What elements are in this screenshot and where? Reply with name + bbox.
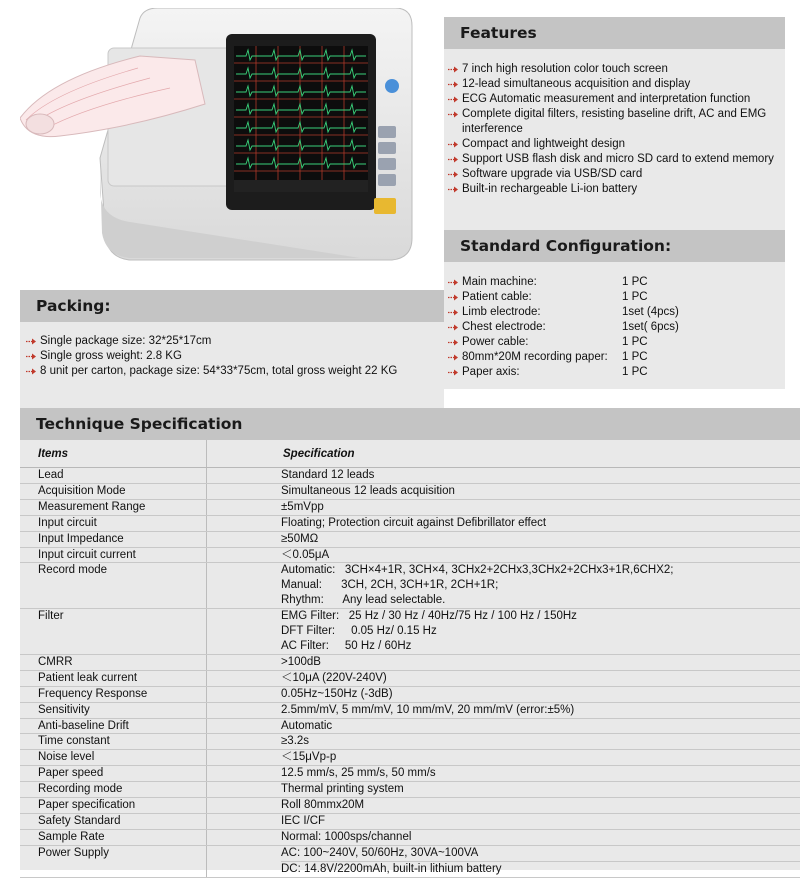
red-arrow-bullet-icon bbox=[448, 156, 458, 163]
list-item-text: Built-in rechargeable Li-ion battery bbox=[462, 183, 638, 195]
table-row bbox=[20, 563, 800, 609]
config-item-qty: 1 PC bbox=[622, 291, 648, 303]
list-item bbox=[446, 167, 792, 182]
red-arrow-bullet-icon bbox=[448, 186, 458, 193]
features-header bbox=[444, 17, 785, 49]
list-item-text: Support USB flash disk and micro SD card to extend memory bbox=[462, 153, 774, 165]
configuration-title: Standard Configuration: bbox=[460, 237, 672, 255]
table-row bbox=[20, 468, 800, 484]
spec-value-line: DC: 14.8V/2200mAh, built-in lithium battery bbox=[281, 861, 800, 877]
red-arrow-bullet-icon bbox=[448, 279, 458, 286]
packing-list bbox=[24, 334, 424, 379]
config-item-name: Limb electrode: bbox=[462, 306, 541, 318]
spec-value-line: EMG Filter: 25 Hz / 30 Hz / 40Hz/75 Hz / 100 Hz / 150Hz bbox=[281, 610, 577, 623]
spec-value-line: DFT Filter: 0.05 Hz/ 0.15 Hz bbox=[281, 625, 437, 638]
spec-value-line: ＜0.05μA bbox=[281, 548, 330, 561]
config-item-name: Paper axis: bbox=[462, 366, 520, 378]
list-item-text: Single package size: 32*25*17cm bbox=[40, 335, 212, 347]
spec-value-line: IEC I/CF bbox=[281, 814, 326, 827]
spec-item-name: Paper specification bbox=[20, 798, 207, 813]
red-arrow-bullet-icon bbox=[448, 369, 458, 376]
config-item bbox=[446, 335, 786, 350]
spec-item-name: Lead bbox=[20, 468, 207, 483]
red-arrow-bullet-icon bbox=[448, 354, 458, 361]
spec-item-value bbox=[207, 687, 800, 702]
spec-value-line: ＜10μA (220V-240V) bbox=[281, 671, 387, 684]
spec-item-name: Time constant bbox=[20, 734, 207, 749]
spec-value-line: Thermal printing system bbox=[281, 783, 404, 796]
table-row bbox=[20, 703, 800, 719]
list-item bbox=[446, 152, 792, 167]
table-row bbox=[20, 814, 800, 830]
list-item-text: Single gross weight: 2.8 KG bbox=[40, 350, 182, 362]
config-item-name: Patient cable: bbox=[462, 291, 532, 303]
spec-item-name: Input Impedance bbox=[20, 532, 207, 547]
spec-item-name: Input circuit current bbox=[20, 548, 207, 563]
list-item-text: ECG Automatic measurement and interpretation function bbox=[462, 93, 751, 105]
table-row bbox=[20, 484, 800, 500]
spec-value-line: Manual: 3CH, 2CH, 3CH+1R, 2CH+1R; bbox=[281, 579, 499, 592]
list-item-text: 8 unit per carton, package size: 54*33*75cm, total gross weight 22 KG bbox=[40, 365, 398, 377]
spec-item-value bbox=[207, 719, 800, 734]
list-item bbox=[24, 349, 424, 364]
table-row bbox=[20, 516, 800, 532]
spec-item-value bbox=[207, 830, 800, 845]
hard-key-1 bbox=[378, 126, 396, 138]
spec-item-value bbox=[207, 500, 800, 515]
spec-item-name: CMRR bbox=[20, 655, 207, 670]
config-item-qty: 1set( 6pcs) bbox=[622, 321, 679, 333]
config-item-name: Main machine: bbox=[462, 276, 537, 288]
spec-title: Technique Specification bbox=[36, 415, 243, 433]
config-item bbox=[446, 290, 786, 305]
spec-value-line: >100dB bbox=[281, 655, 321, 668]
spec-header bbox=[20, 408, 800, 440]
list-item bbox=[24, 364, 424, 379]
table-row bbox=[20, 798, 800, 814]
spec-rows bbox=[20, 468, 800, 878]
red-arrow-bullet-icon bbox=[448, 324, 458, 331]
packing-header bbox=[20, 290, 444, 322]
col-items-header: Items bbox=[20, 440, 207, 467]
red-arrow-bullet-icon bbox=[448, 111, 458, 118]
config-item bbox=[446, 305, 786, 320]
config-item-qty: 1 PC bbox=[622, 276, 648, 288]
list-item-text: Compact and lightweight design bbox=[462, 138, 626, 150]
packing-title: Packing: bbox=[36, 297, 111, 315]
list-item bbox=[446, 77, 792, 92]
spec-item-name: Power Supply bbox=[20, 846, 207, 877]
hard-key-2 bbox=[378, 142, 396, 154]
table-row bbox=[20, 687, 800, 703]
spec-value-line: ≥50MΩ bbox=[281, 532, 319, 545]
table-row bbox=[20, 671, 800, 687]
spec-value-line: AC Filter: 50 Hz / 60Hz bbox=[281, 639, 412, 652]
spec-item-name: Record mode bbox=[20, 563, 207, 608]
red-arrow-bullet-icon bbox=[26, 353, 36, 360]
table-row bbox=[20, 655, 800, 671]
spec-item-value bbox=[207, 846, 800, 877]
config-item-qty: 1 PC bbox=[622, 336, 648, 348]
config-item-name: Chest electrode: bbox=[462, 321, 546, 333]
spec-item-value bbox=[207, 766, 800, 781]
spec-item-name: Sensitivity bbox=[20, 703, 207, 718]
ecg-machine-image bbox=[20, 8, 430, 270]
spec-item-value bbox=[207, 468, 800, 483]
spec-value-line: Floating; Protection circuit against Defibrillator effect bbox=[281, 516, 547, 529]
spec-value-line: Standard 12 leads bbox=[281, 469, 375, 481]
red-arrow-bullet-icon bbox=[26, 338, 36, 345]
list-item bbox=[446, 92, 792, 107]
spec-item-name: Paper speed bbox=[20, 766, 207, 781]
list-item-text: 7 inch high resolution color touch screen bbox=[462, 63, 668, 75]
red-arrow-bullet-icon bbox=[448, 309, 458, 316]
col-spec-header: Specification bbox=[283, 448, 355, 460]
features-title: Features bbox=[460, 24, 537, 42]
table-row bbox=[20, 719, 800, 735]
spec-item-value bbox=[207, 548, 800, 563]
red-arrow-bullet-icon bbox=[448, 171, 458, 178]
config-item-qty: 1set (4pcs) bbox=[622, 306, 679, 318]
list-item bbox=[446, 62, 792, 77]
table-row bbox=[20, 532, 800, 548]
table-row bbox=[20, 830, 800, 846]
spec-item-name: Noise level bbox=[20, 750, 207, 765]
spec-value-line: Automatic: 3CH×4+1R, 3CH×4, 3CHx2+2CHx3,3CHx2+2CHx3+1R,6CHX2; bbox=[281, 564, 674, 577]
spec-item-name: Sample Rate bbox=[20, 830, 207, 845]
config-item bbox=[446, 320, 786, 335]
spec-item-name: Filter bbox=[20, 609, 207, 654]
spec-item-name: Frequency Response bbox=[20, 687, 207, 702]
table-row bbox=[20, 609, 800, 655]
red-arrow-bullet-icon bbox=[448, 81, 458, 88]
spec-item-value bbox=[207, 814, 800, 829]
list-item-text: 12-lead simultaneous acquisition and display bbox=[462, 78, 691, 90]
spec-item-value bbox=[207, 703, 800, 718]
spec-item-value bbox=[207, 484, 800, 499]
spec-item-name: Measurement Range bbox=[20, 500, 207, 515]
list-item bbox=[24, 334, 424, 349]
spec-item-name: Safety Standard bbox=[20, 814, 207, 829]
table-row bbox=[20, 782, 800, 798]
red-arrow-bullet-icon bbox=[448, 141, 458, 148]
spec-value-line: Roll 80mmx20M bbox=[281, 799, 365, 812]
table-row bbox=[20, 734, 800, 750]
spec-item-value bbox=[207, 798, 800, 813]
table-row bbox=[20, 766, 800, 782]
config-item-qty: 1 PC bbox=[622, 351, 648, 363]
spec-item-value bbox=[207, 516, 800, 531]
spec-value-line: 2.5mm/mV, 5 mm/mV, 10 mm/mV, 20 mm/mV (error:±5%) bbox=[281, 703, 575, 716]
configuration-header bbox=[444, 230, 785, 262]
list-item-text: Complete digital filters, resisting baseline drift, AC and EMG interference bbox=[462, 108, 767, 135]
spec-value-line: 0.05Hz~150Hz (-3dB) bbox=[281, 687, 393, 700]
spec-value-line: Rhythm: Any lead selectable. bbox=[281, 594, 446, 607]
hard-key-4 bbox=[378, 174, 396, 186]
spec-item-value bbox=[207, 782, 800, 797]
spec-item-name: Recording mode bbox=[20, 782, 207, 797]
configuration-list bbox=[446, 275, 786, 380]
config-item bbox=[446, 275, 786, 290]
table-row bbox=[20, 750, 800, 766]
red-arrow-bullet-icon bbox=[26, 368, 36, 375]
red-arrow-bullet-icon bbox=[448, 66, 458, 73]
spec-value-line: 12.5 mm/s, 25 mm/s, 50 mm/s bbox=[281, 767, 436, 780]
spec-value-line: ＜15μVp-p bbox=[281, 751, 337, 764]
spec-item-value bbox=[207, 750, 800, 765]
spec-value-line: ±5mVpp bbox=[281, 500, 324, 513]
spec-item-name: Anti-baseline Drift bbox=[20, 719, 207, 734]
list-item bbox=[446, 137, 792, 152]
red-arrow-bullet-icon bbox=[448, 339, 458, 346]
spec-table-header bbox=[20, 440, 800, 468]
spec-item-value bbox=[207, 609, 800, 654]
config-item-name: 80mm*20M recording paper: bbox=[462, 351, 608, 363]
table-row bbox=[20, 548, 800, 564]
config-item bbox=[446, 350, 786, 365]
spec-item-name: Input circuit bbox=[20, 516, 207, 531]
spec-value-line: Automatic bbox=[281, 719, 333, 732]
red-arrow-bullet-icon bbox=[448, 96, 458, 103]
config-item bbox=[446, 365, 786, 380]
spec-item-value bbox=[207, 532, 800, 547]
table-row bbox=[20, 846, 800, 878]
power-button-icon bbox=[385, 79, 399, 93]
list-item bbox=[446, 182, 792, 197]
list-item-text: Software upgrade via USB/SD card bbox=[462, 168, 643, 180]
features-list bbox=[446, 62, 792, 197]
spec-item-value bbox=[207, 734, 800, 749]
spec-item-value bbox=[207, 671, 800, 686]
spec-value-line: AC: 100~240V, 50/60Hz, 30VA~100VA bbox=[281, 846, 479, 859]
spec-item-value bbox=[207, 655, 800, 670]
spec-value-line: ≥3.2s bbox=[281, 735, 310, 748]
spec-item-name: Acquisition Mode bbox=[20, 484, 207, 499]
hard-key-3 bbox=[378, 158, 396, 170]
config-item-qty: 1 PC bbox=[622, 366, 648, 378]
list-item bbox=[446, 107, 792, 137]
start-key bbox=[374, 198, 396, 214]
spec-value-line: Normal: 1000sps/channel bbox=[281, 830, 412, 843]
config-item-name: Power cable: bbox=[462, 336, 529, 348]
spec-table bbox=[20, 440, 800, 878]
spec-item-value bbox=[207, 563, 800, 608]
spec-value-line: Simultaneous 12 leads acquisition bbox=[281, 484, 455, 497]
spec-item-name: Patient leak current bbox=[20, 671, 207, 686]
table-row bbox=[20, 500, 800, 516]
red-arrow-bullet-icon bbox=[448, 294, 458, 301]
